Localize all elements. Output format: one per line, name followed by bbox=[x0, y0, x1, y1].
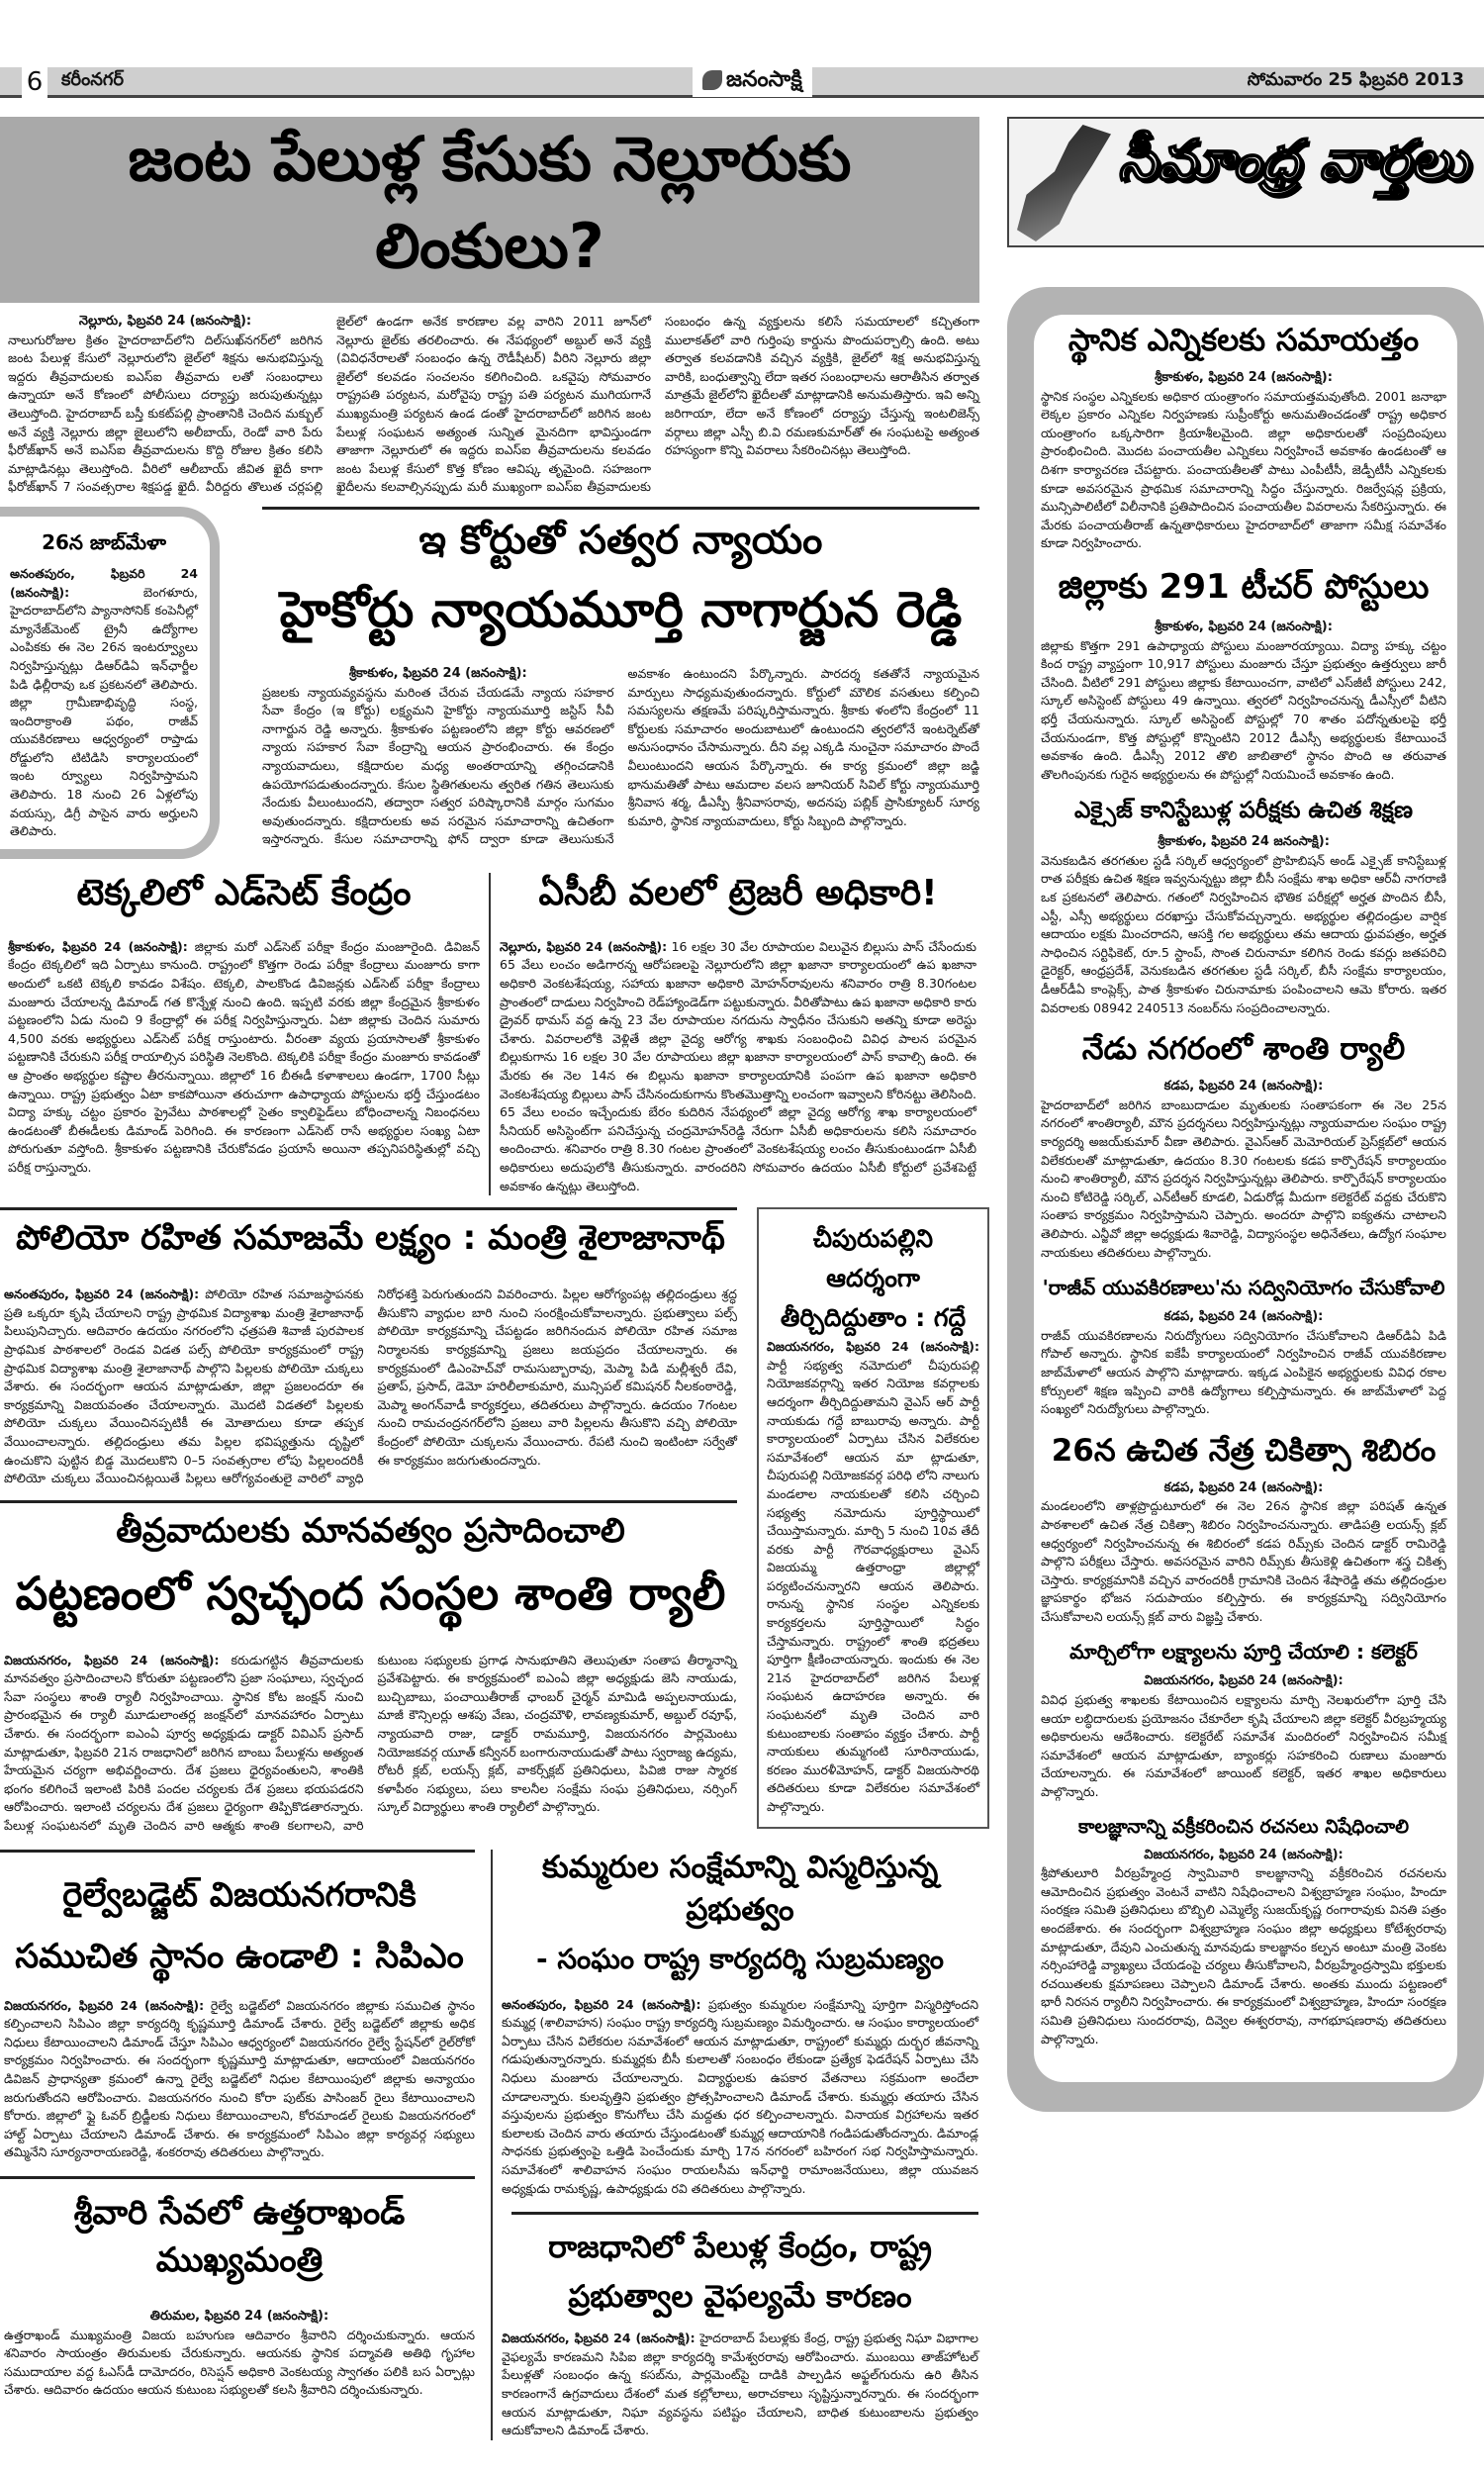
dateline: నెల్లూరు, ఫిబ్రవరి 24 (జనంసాక్షి): bbox=[78, 314, 252, 329]
dateline: విజయనగరం, ఫిబ్రవరి 24 (జనంసాక్షి): bbox=[1144, 1847, 1344, 1862]
dateline: నెల్లూరు, ఫిబ్రవరి 24 (జనంసాక్షి): bbox=[500, 938, 668, 954]
jobmela-box bbox=[0, 507, 220, 859]
teacher-posts-article bbox=[1041, 567, 1446, 784]
dateline: కడప, ఫిబ్రవరి 24 (జనంసాక్షి): bbox=[1163, 1309, 1324, 1325]
section-banner bbox=[1007, 117, 1484, 247]
article-body: కరుడుగట్టిన తీవ్రవాదులకు మానవత్వం ప్రసాదించాలని కోరుతూ పట్టణంలోని ప్రజా సంఘాలు, స్వచ్ఛంద సేవా సంస్థలు శాంతి ర్యాలీ నిర్వహించాయి. స్థానిక కోట జంక్షన్ నుంచి ప్రారంభమైన ఈ ర్యాలీ మూడులాంతర్ల జంక్షన్‌లో మానవహారం ఏర్పాటు చేశారు. ఈ సందర్భంగా ఐఎంఏ పూర్వ అధ్యక్షుడు డాక్టర్ వివిఎస్ ప్రసాద్ మాట్లాడుతూ, ఫిబ్రవరి 21న రాజధానిలో జరిగిన బాంబు పేలుళ్లను అత్యంత హేయమైన చర్యగా అభివర్ణించారు. దేశ ప్రజలు ధైర్యవంతులని, శాంతికి భంగం కలిగించే ఇలాంటి పిరికి పందల చర్యలకు దేశ ప్రజలు భయపడరని ఆరోపించారు. ఇలాంటి చర్యలను దేశ ప్రజలు ధైర్యంగా తిప్పికొడతారన్నారు. పేలుళ్ల సంఘటనలో మృతి చెందిన వారి ఆత్మకు శాంతి కలగాలని, వారి కుటుంబ సభ్యులకు ప్రగాఢ సానుభూతిని తెలుపుతూ సంతాప తీర్మానాన్ని ప్రవేశపెట్టారు. ఈ కార్యక్రమంలో ఐఎంఏ జిల్లా అధ్యక్షుడు జెసి నాయుడు, బుచ్చిబాబు, పంచాయితీరాజ్ ఛాంబర్ చైర్మన్ మామిడి అప్పలనాయుడు, మాజీ కౌన్సిలర్లు ఆశపు వేణు, చంద్రమౌళి, లావణ్యకుమార్, అబ్దుల్ రవూఫ్, న్యాయవాది రాజు, డాక్టర్ రామమూర్తి, విజయనగరం పార్లమెంటు నియోజకవర్గ యూత్ కన్వీనర్ బంగారునాయుడుతో పాటు స్వరాజ్య ఉద్యమ, రోటరీ క్లబ్, లయన్స్ క్లబ్, వాకర్స్‌క్లబ్ ప్రతినిధులు, పివిజి రాజు స్మారక కళాపీఠం సభ్యులు, పలు కాలనీల సంక్షేమ సంఘ ప్రతినిధులు, నర్సింగ్ స్కూల్ విద్యార్థులు శాంతి ర్యాలీలో పాల్గొన్నారు. bbox=[4, 1652, 737, 1834]
headline: చీపురుపల్లిని ఆదర్శంగా తీర్చిదిద్దుతాం : గద్దే bbox=[780, 1224, 967, 1333]
cheepurupalli-box bbox=[757, 1207, 989, 1828]
article-body: వివిధ ప్రభుత్వ శాఖలకు కేటాయించిన లక్ష్యాలను మార్చి నెలఖరులోగా పూర్తి చేసి ఆయా లబ్ధిదారులకు ప్రయోజనం చేకూరేలా కృషి చేయాలని జిల్లా కలెక్టర్ వీరబ్రహ్మయ్య అధికారులను ఆదేశించారు. కలెక్టరేట్ సమావేశ మందిరంలో నిర్వహించిన సమీక్ష సమావేశంలో ఆయన మాట్లాడుతూ, బ్యాంకర్లు సహకరించి రుణాలు మంజూరు చేయాలన్నారు. ఈ సమావేశంలో జాయింట్ కలెక్టర్, ఇతర శాఖల అధికారులు పాల్గొన్నారు. bbox=[1041, 1692, 1446, 1800]
regional-news-frame bbox=[1007, 287, 1484, 2112]
headline: ఏసీబీ వలలో ట్రెజరీ అధికారి! bbox=[538, 872, 938, 913]
subheadline: - సంఘం రాష్ట్ర కార్యదర్శి సుబ్రమణ్యం bbox=[535, 1942, 944, 1975]
article-body: జిల్లాకు మరో ఎడ్‌సెట్ పరీక్షా కేంద్రం మంజూరైంది. డివిజన్ కేంద్రం టెక్కలిలో ఇది ఏర్పాటు కానుంది. రాష్ట్రంలో కొత్తగా రెండు పరీక్షా కేంద్రాలు మంజూరు కాగా అందులో ఒకటి టెక్కలి కావడం విశేషం. టెక్కలి, పాలకొండ డివిజన్లకు ఎడ్‌సెట్ పరీక్షా కేంద్రాలు మంజూరు చేయాలన్న డిమాండ్ గత కొన్నేళ్ల నుంచి ఉంది. ఇప్పటి వరకు జిల్లా కేంద్రమైన శ్రీకాకుళం పట్టణంలోని ఏడు నుంచి 9 కేంద్రాల్లో ఈ పరీక్ష నిర్వహిస్తున్నారు. ఏటా జిల్లాకు చెందిన సుమారు 4,500 వరకు అభ్యర్థులు ఎడ్‌సెట్ పరీక్ష రాస్తుంటారు. వీరంతా వ్యయ ప్రయాసాలతో శ్రీకాకుళం పట్టణానికి చేరుకుని పరీక్ష రాయాల్సిన పరిస్థితి నెలకొంది. టెక్కలికి పరీక్షా కేంద్రం మంజూరు కావడంతో ఆ ప్రాంతం అభ్యర్థుల కష్టాల తీరనున్నాయి. జిల్లాలో 16 బీఈడీ కళాశాలలు ఉండగా, 1700 సీట్లు ఉన్నాయి. రాష్ట్ర ప్రభుత్వం ఏటా కాకపోయినా తరుచూగా ఉపాధ్యాయ పోస్టులను భర్తీ చేస్తుండటం విద్యా హక్కు చట్టం ప్రకారం ప్రైవేటు పాఠశాలల్లో సైతం క్వాలిఫైడ్‌లు బోధించాలన్న నిబంధనలు ఉండటంతో బీఈడీలకు డిమాండ్ పెరిగింది. ఈ కారణంగా ఎడ్‌సెట్ రాసే అభ్యర్థుల సంఖ్య ఏటా పోరుగుతూ వస్తోంది. శ్రీకాకుళం పట్టణానికి చేరుకోవడం ప్రయాసే అయినా తప్పనిపరిస్థితుల్లో వచ్చి పరీక్ష రాస్తున్నారు. bbox=[8, 938, 480, 1175]
headline: 26న జాబ్‌మేళా bbox=[42, 529, 166, 554]
divider bbox=[262, 507, 979, 510]
dateline: విజయనగరం, ఫిబ్రవరి 24 (జనంసాక్షి): bbox=[502, 2331, 696, 2346]
lead-article bbox=[8, 313, 979, 497]
dateline: అనంతపురం, ఫిబ్రవరి 24 (జనంసాక్షి): bbox=[10, 565, 198, 600]
masthead-logo bbox=[693, 63, 812, 97]
article-body: పోలియో రహిత సమాజస్థాపనకు ప్రతి ఒక్కరూ కృషి చేయాలని రాష్ట్ర ప్రాథమిక విద్యాశాఖ మంత్రి శైలాజానాథ్ పిలుపునిచ్చారు. ఆదివారం ఉదయం నగరంలోని ఛత్రపతి శివాజీ పురపాలక ప్రాథమిక పాఠశాలలో రెండవ విడత పల్స్ పోలియో కార్యక్రమంలో రాష్ట్ర ప్రాథమిక విద్యాశాఖ మంత్రి శైలాజానాథ్ పాల్గొని పిల్లలకు పోలియో చుక్కలు వేశారు. ఈ సందర్భంగా ఆయన మాట్లాడుతూ, జిల్లా ప్రజలందరూ ఈ కార్యక్రమాన్ని విజయవంతం చేయాలన్నారు. మొదటి విడతలో పిల్లలకు పోలియో చుక్కలు వేయించినప్పటికీ ఈ మోతాదులు కూడా తప్పక వేయించాలన్నారు. తల్లిదండ్రులు తమ పిల్లల భవిష్యత్తును దృష్టిలో ఉంచుకొని పుట్టిన బిడ్డ మొదలుకొని 0–5 సంవత్సరాల లోపు పిల్లలందరికీ పోలియో చుక్కలు వేయించినట్లయితే పిల్లలు ఆరోగ్యవంతులై వారిలో వ్యాధి నిరోధశక్తి పెరుగుతుందని వివరించారు. పిల్లల ఆరోగ్యంపట్ల తల్లిదండ్రులు శ్రద్ధ తీసుకొని వ్యాధుల బారి నుంచి సంరక్షించుకోవాలన్నారు. ప్రభుత్వాలు పల్స్ పోలియో కార్యక్రమాన్ని చేపట్టడం జరిగినందున పోలియో రహిత సమాజ నిర్మాలనకు కార్యక్రమాన్ని ప్రజలు జయప్రదం చేయాలన్నారు. ఈ కార్యక్రమంలో డిఎంహెచ్‌వో రామసుబ్బారావు, మెప్మా పిడి మల్లీశ్వరీ దేవి, ప్రతాప్, ప్రసాద్, డెమో హరిలీలాకుమారి, మున్సిపల్ కమిషనర్ నీలకంఠారెడ్డి, మెప్మా అంగన్‌వాడీ కార్యకర్తలు, తదితరులు పాల్గొన్నారు. ఉదయం 7గంటల నుంచి రామచంద్రనగర్‌లోని ప్రజలు వారి పిల్లలను తీసుకొని వచ్చి పోలియో కేంద్రంలో పోలియో చుక్కలను వేయించారు. రేపటి నుంచి ఇంటింటా సర్వేతో ఈ కార్యక్రమం జరుగుతుందన్నారు. bbox=[4, 1286, 737, 1486]
excise-article bbox=[1041, 798, 1446, 1017]
headline: రైల్వేబడ్జెట్ విజయనగరానికి సముచిత స్థానం ఉండాలి : సిపిఎం bbox=[15, 1874, 464, 1976]
divider bbox=[0, 1500, 737, 1503]
headline: జిల్లాకు 291 టీచర్ పోస్టులు bbox=[1058, 566, 1430, 607]
article-body: రైల్వే బడ్జెట్‌లో విజయనగరం జిల్లాకు సముచిత స్థానం కల్పించాలని సిపిఎం జిల్లా కార్యదర్శి కృష్ణమూర్తి డిమాండ్ చేశారు. రైల్వే బడ్జెట్‌లో జిల్లాకు అధిక నిధులు కేటాయించాలని డిమాండ్ చేస్తూ సిపిఎం ఆధ్వర్యంలో విజయనగరం రైల్వే స్టేషన్‌లో రైల్‌రోకో కార్యక్రమం నిర్వహించారు. ఈ సందర్భంగా కృష్ణమూర్తి మాట్లాడుతూ, ఆదాయంలో విజయనగరం డివిజన్ ప్రాధాన్యతా క్రమంలో ఉన్నా రైల్వే బడ్జెట్‌లో నిధుల కేటాయింపులో జిల్లాకు అన్యాయం జరుగుతోందని ఆరోపించారు. విజయనగరం నుంచి కోరా పుట్‌కు పాసింజర్ రైలు కేటాయించాలని కోరారు. జిల్లాలో ఫ్లై ఓవర్ బ్రిడ్జీలకు నిధులు కేటాయించాలని, కోరమాండల్ రైలుకు విజయనగరంలో హాల్ట్ ఏర్పాటు చేయాలని డిమాండ్ చేశారు. ఈ కార్యక్రమంలో సిపిఎం జిల్లా కార్యవర్గ సభ్యులు తమ్మినేని సూర్యనారాయణరెడ్డి, శంకరరావు తదితరులు పాల్గొన్నారు. bbox=[4, 1997, 475, 2160]
headline: కాలజ్ఞానాన్ని వక్రీకరించిన రచనలు నిషేధించాలి bbox=[1077, 1815, 1410, 1838]
divider bbox=[0, 1207, 737, 1210]
article-body: హైదరాబాద్‌లో జరిగిన బాంబుదాడుల మృతులకు సంతాపకంగా ఈ నెల 25న నగరంలో శాంతిర్యాలీ, మౌన ప్రదర్శనలు నిర్వహిస్తున్నట్లు న్యాయవాదుల సంఘం రాష్ట్ర కార్యదర్శి అజయ్‌కుమార్ వీణా తెలిపారు. వైఎస్‌ఆర్ మెమోరియల్ ప్రెస్‌క్లబ్‌లో ఆయన విలేకరులతో మాట్లాడుతూ, ఉదయం 8.30 గంటలకు కడప కార్పొరేషన్ కార్యాలయం నుంచి శాంతిర్యాలీ, మౌన ప్రదర్శన నిర్వహిస్తున్నట్లు తెలిపారు. కార్పొరేషన్ కార్యాలయం నుంచి కోటిరెడ్డి సర్కిల్, ఎన్‌టీఆర్ కూడలి, ఏడురోడ్ల మీదుగా కలెక్టరేట్ వద్దకు చేరుకొని సంతాప కార్యక్రమం నిర్వహిస్తామని చెప్పారు. అందరూ పాల్గొని ఐక్యతను చాటాలని తెలిపారు. ఎన్జీవో జిల్లా అధ్యక్షుడు శివారెడ్డి, విద్యాసంస్థల అధినేతలు, ఉద్యోగ సంఘాల నాయకులు తదితరులు పాల్గొన్నారు. bbox=[1041, 1096, 1446, 1260]
headline: 26న ఉచిత నేత్ర చికిత్సా శిబిరం bbox=[1051, 1432, 1437, 1469]
state-map-icon bbox=[1017, 125, 1111, 241]
edition-name: కరీంనగర్ bbox=[61, 69, 124, 90]
dateline: విజయనగరం, ఫిబ్రవరి 24 (జనంసాక్షి): bbox=[4, 1652, 220, 1667]
headline: 'రాజీవ్ యువకిరణాలు'ను సద్వినియోగం చేసుకోవాలి bbox=[1042, 1276, 1445, 1300]
kalagnanam-article bbox=[1041, 1816, 1446, 2049]
column-divider bbox=[489, 873, 491, 1195]
eye-camp-article bbox=[1041, 1433, 1446, 1627]
headline: స్థానిక ఎన్నికలకు సమాయత్తం bbox=[1067, 323, 1420, 358]
sthanika-article bbox=[1041, 323, 1446, 553]
article-body: ప్రజలకు న్యాయవ్యవస్థను మరింత చేరువ చేయడమే న్యాయ సహకార సేవా కేంద్రం (ఇ కోర్టు) లక్ష్యమని హైకోర్టు న్యాయమూర్తి జస్టిస్ సీవీ నాగార్జున రెడ్డి అన్నారు. శ్రీకాకుళం పట్టణంలోని జిల్లా కోర్టు ఆవరణలో న్యాయ సహకార సేవా కేంద్రాన్ని ఆయన ప్రారంభించారు. ఈ కేంద్రం న్యాయవాదులు, కక్షిదారుల మధ్య అంతరాయాన్ని తగ్గించడానికి ఉపయోగపడుతుందన్నారు. కేసుల స్థితిగతులను త్వరిత గతిన తెలుసుకు నేందుకు వీలుంటుందని, తద్వారా సత్వర పరిష్కారానికి మార్గం సుగమం అవుతుందన్నారు. కక్షిదారులకు అవ సరమైన సమాచారాన్ని ఉచితంగా ఇస్తారన్నారు. కేసుల సమాచారాన్ని ఫోన్ ద్వారా కూడా తెలుసుకునే అవకాశం ఉంటుందని పేర్కొన్నారు. పారదర్శ కతతోనే న్యాయమైన మార్పులు సాధ్యమవుతుందన్నారు. కోర్టులో మౌలిక వసతులు కల్పించి సమస్యలను తక్షణమే పరిష్కరిస్తామన్నారు. శ్రీకాకు ళంలోని కేంద్రంలో 11 కోర్టులకు సమాచారం అందుబాటులో ఉంటుందని త్వరలోనే ఇంటర్నెట్‌తో అనుసంధానం చేసామన్నారు. దీని వల్ల ఎక్కడి నుంచైనా సమాచారం పొందే వీలుంటుందని ఆయన పేర్కొన్నారు. ఈ కార్య క్రమంలో జిల్లా జడ్జి భానుమతితో పాటు ఆమదాల వలస జూనియర్ సివిల్ కోర్టు న్యాయమూర్తి శ్రీనివాస శర్మ, డీఎస్పీ శ్రీనివాసరావు, అదనపు పబ్లిక్ ప్రాసిక్యూటర్ సూర్య కుమారి, స్థానిక న్యాయవాదులు, కోర్టు సిబ్బంది పాల్గొన్నారు. bbox=[262, 665, 979, 847]
headline: శ్రీవారి సేవలో ఉత్తరాఖండ్ ముఖ్యమంత్రి bbox=[73, 2192, 406, 2280]
article-body: పార్టీ సభ్యత్వ నమోదులో చీపురుపల్లి నియోజకవర్గాన్ని ఇతర నియోజ కవర్గాలకు ఆదర్శంగా తీర్చిదిద్దుతామని వైఎస్ ఆర్ పార్టీ నాయకుడు గద్దే బాబురావు అన్నారు. పార్టీ కార్యాలయంలో ఏర్పాటు చేసిన విలేకరుల సమావేశంలో ఆయన మా ట్లాడుతూ, చీపురుపల్లి నియోజకవర్గ పరిధి లోని నాలుగు మండలాల నాయకులతో కలిసి చర్చించి సభ్యత్వ నమోదును పూర్తిస్థాయిలో చేయిస్తామన్నారు. మార్చి 5 నుంచి 10వ తేదీ వరకు పార్టీ గౌరవాధ్యక్షురాలు వైఎస్ విజయమ్మ ఉత్తరాంధ్రా జిల్లాల్లో పర్యటించనున్నారని ఆయన తెలిపారు. రానున్న స్థానిక సంస్థల ఎన్నికలకు కార్యకర్తలను పూర్తిస్థాయిలో సిద్ధం చేస్తామన్నారు. రాష్ట్రంలో శాంతి భద్రతలు పూర్తిగా క్షీణించాయన్నారు. ఇందుకు ఈ నెల 21న హైదరాబాద్‌లో జరిగిన పేలుళ్ల సంఘటన ఉదాహరణ అన్నారు. ఈ సంఘటనలో మృతి చెందిన వారి కుటుంబాలకు సంతాపం వ్యక్తం చేశారు. పార్టీ నాయకులు తుమ్మగంటి సూరినాయుడు, కరణం మురళీమోహన్, డాక్టర్ విజయసారథి తదితరులు కూడా విలేకరుల సమావేశంలో పాల్గొన్నారు. bbox=[767, 1357, 979, 1814]
headline: ఎక్సైజ్ కానిస్టేబుళ్ల పరీక్షకు ఉచిత శిక్షణ bbox=[1074, 798, 1413, 824]
shanti-rally-article bbox=[4, 1511, 737, 1836]
dateline: శ్రీకాకుళం, ఫిబ్రవరి 24 (జనంసాక్షి): bbox=[1155, 618, 1333, 634]
divider bbox=[0, 1850, 475, 1853]
issue-date: సోమవారం 25 ఫిబ్రవరి 2013 bbox=[1247, 69, 1464, 90]
dateline: అనంతపురం, ఫిబ్రవరి 24 (జనంసాక్షి): bbox=[4, 1286, 200, 1302]
section-banner-title: సీమాంధ్ర వార్తలు bbox=[1118, 129, 1469, 193]
headline: కుమ్మరుల సంక్షేమాన్ని విస్మరిస్తున్న ప్రభుత్వం bbox=[541, 1849, 939, 1928]
headline: పట్టణంలో స్వచ్ఛంద సంస్థల శాంతి ర్యాలీ bbox=[15, 1566, 726, 1620]
dateline: శ్రీకాకుళం, ఫిబ్రవరి 24 జనంసాక్షి): bbox=[1158, 834, 1330, 850]
headline: టెక్కలిలో ఎడ్‌సెట్ కేంద్రం bbox=[76, 872, 412, 913]
headline: హైకోర్టు న్యాయమూర్తి నాగార్జున రెడ్డి bbox=[279, 580, 963, 638]
regional-news-panel bbox=[1034, 315, 1457, 2082]
article-body: ఉత్తరాఖండ్ ముఖ్యమంత్రి విజయ బహుగుణ ఆదివారం శ్రీవారిని దర్శించుకున్నారు. ఆయన శనివారం సాయంత్రం తిరుమలకు చేరుకున్నారు. ఆయనకు స్థానిక పద్మావతి అతిథి గృహాల సముదాయాల వద్ద ఓఎస్‌డీ దామోదరం, రిసెప్షన్ అధికారి వెంకటయ్య స్వాగతం పలికి బస ఏర్పాట్లు చేశారు. ఆదివారం ఉదయం ఆయన కుటుంబ సభ్యులతో కలసి శ్రీవారిని దర్శించుకున్నారు. bbox=[4, 2327, 475, 2398]
dateline: శ్రీకాకుళం, ఫిబ్రవరి 24 (జనంసాక్షి): bbox=[8, 938, 188, 954]
article-body: మండలంలోని తాళ్లప్రొద్దుటూరులో ఈ నెల 26న స్థానిక జిల్లా పరిషత్ ఉన్నత పాఠశాలలో ఉచిత నేత్ర చికిత్సా శిబిరం నిర్వహించనున్నారు. తాడిపత్రి లయన్స్ క్లబ్ ఆధ్వర్యంలో నిర్వహించనున్న ఈ శిబిరంలో కడప రిమ్స్‌కు చెందిన డాక్టర్ రామిరెడ్డి పాల్గొని పరీక్షలు చేస్తారు. అవసరమైన వారిని రిమ్స్‌కు తీసుకెళ్లి ఉచితంగా శస్త్ర చికిత్స చెస్తారు. కార్యక్రమానికి వచ్చిన వారందరికీ గ్రామానికి చెందిన శేషారెడ్డి తమ తల్లిదండ్రుల జ్ఞాపకార్థం భోజన సదుపాయం కల్పిస్తారు. ఈ కార్యక్రమాన్ని సద్వినియోగం చేసుకోవాలని లయన్స్ క్లబ్ వారు విజ్ఞప్తి చేశారు. bbox=[1041, 1498, 1446, 1624]
dateline: విజయనగరం, ఫిబ్రవరి 24 (జనంసాక్షి): bbox=[1144, 1673, 1344, 1689]
tekkali-article bbox=[8, 873, 480, 1178]
headline: మార్చిలోగా లక్ష్యాలను పూర్తి చేయాలి : కలెక్టర్ bbox=[1069, 1640, 1418, 1665]
divider bbox=[0, 2176, 475, 2179]
headline: పోలియో రహిత సమాజమే లక్ష్యం : మంత్రి శైలాజానాథ్ bbox=[16, 1218, 725, 1259]
article-body: స్థానిక సంస్థల ఎన్నికలకు అధికార యంత్రాంగం సమాయత్తమవుతోంది. 2001 జనాభా లెక్కల ప్రకారం ఎన్నికల నిర్వహణకు సుప్రీంకోర్టు అనుమతించడంతో రాష్ట్ర అధికార యంత్రాంగం ఒక్కసారిగా క్రియాశీలమైంది. జిల్లా అధికారులతో సంప్రదింపులు ప్రారంభించింది. మొదట పంచాయతీల ఎన్నికలు నిర్వహించే అవకాశం ఉండటంతో ఆ దిశగా కార్యాచరణ చేపట్టారు. పంచాయతీలతో పాటు ఎంపీటీసీ, జెడ్పీటీసీ ఎన్నికలకు కూడా అవసరమైన ప్రాథమిక సమాచారాన్ని సిద్ధం చేస్తున్నారు. రిజర్వేషన్ల ప్రక్రియ, మున్సిపాలిటీలో విలీనానికి ప్రతిపాదించిన పంచాయతీల వివరాలను సేకరిస్తున్నారు. ఈ మేరకు పంచాయతీరాజ్ ఉన్నతాధికారులు హైదరాబాద్‌లో తాజాగా సమీక్ష సమావేశం కూడా నిర్వహించారు. bbox=[1041, 388, 1446, 551]
article-body: హైదరాబాద్ పేలుళ్లకు కేంద్ర, రాష్ట్ర ప్రభుత్వ నిఘా విభాగాల వైఫల్యమే కారణమని సిపిఐ జిల్లా కార్యదర్శి కామేశ్వరరావు ఆరోపించారు. ముంబయి తాజ్‌హోటల్ పేలుళ్లతో సంబంధం ఉన్న కసబ్‌ను, పార్లమెంట్‌పై దాడికి పాల్పడిన అఫ్జల్‌గురును ఉరి తీసిన కారణంగానే ఉగ్రవాదులు దేశంలో మత కల్లోలాలు, అరాచకాలు సృష్టిస్తున్నారన్నారు. ఈ సందర్భంగా ఆయన మాట్లాడుతూ, నిఘా వ్యవస్థను పటిష్టం చేయాలని, బాధిత కుటుంబాలను ప్రభుత్వం ఆదుకోవాలని డిమాండ్ చేశారు. bbox=[502, 2331, 978, 2438]
dateline: అనంతపురం, ఫిబ్రవరి 24 (జనంసాక్షి): bbox=[502, 1996, 701, 2012]
article-body: శ్రీపోతులూరి వీరబ్రహ్మేంద్ర స్వామివారి కాలజ్ఞానాన్ని వక్రీకరించిన రచనలను ఆమోదించిన ప్రభుత్వం వెంటనే వాటిని నిషేధించాలని విశ్వబ్రాహ్మణ సంఘం, హిందూ సంరక్షణ సమితి ప్రతినిధులు బొబ్బిలి ఎమ్మెల్యే సుజయ్‌కృష్ణ రంగారావుకు వినతి పత్రం అందజేశారు. ఈ సందర్భంగా విశ్వబ్రాహ్మణ సంఘం జిల్లా అధ్యక్షులు కోటేశ్వరరావు మాట్లాడుతూ, దేవుని ఎంచుతున్న మానవుడు కాలజ్ఞానం కల్పన అంటూ మంత్రి వెంకట నర్సింహారెడ్డి వ్యాఖ్యలు చేయడంపై చర్యలు తీసుకోవాలని, వీరబ్రహ్మేంద్రస్వామి భక్తులకు రచయితలకు క్షమాపణలు చెప్పాలని డిమాండ్ చేశారు. అంతకు ముందు పట్టణంలో భారీ నిరసన ర్యాలీని నిర్వహించారు. ఈ కార్యక్రమంలో విశ్వబ్రాహ్మణ, హిందూ సంరక్షణ సమితి ప్రతినిధులు సుందరరావు, దివ్వెల ఈశ్వరరావు, నాగభూషణరావు తదితరులు పాల్గొన్నారు. bbox=[1041, 1865, 1446, 2046]
highcourt-article bbox=[262, 507, 979, 849]
page-number: 6 bbox=[22, 65, 47, 99]
collector-targets-article bbox=[1041, 1640, 1446, 1801]
logo-text: జనంసాక్షి bbox=[726, 67, 802, 92]
article-body: 16 లక్షల 30 వేల రూపాయల విలువైన బిల్లుసు పాస్ చేసేందుకు 65 వేలు లంచం అడిగారన్న ఆరోపణలపై నెల్లూరులోని జిల్లా ఖజానా కార్యాలయంలో ఉప ఖజానా అధికారి వెంకటశేషయ్య, సహాయ ఖజానా అధికారి మోహన్‌రావులను శనివారం రాత్రి 8.30గంటల ప్రాంతంలో దాడులు నిర్వహించి రెడ్‌హ్యాండెడ్‌గా పట్టుకున్నారు. వీరితోపాటు ఉప ఖజానా అధికారి కారు డ్రైవర్ థామస్ వద్ద ఉన్న 23 వేల రూపాయల నగదును స్వాధీనం చేసుకుని అతన్ని కూడా అరెస్టు చేశారు. వివరాలలోకి వెళ్లితే జిల్లా వైద్య ఆరోగ్య శాఖకు సంబంధించి వివిధ పాలన పరమైన బిల్లుకుగాను 16 లక్షల 30 వేల రూపాయలు జిల్లా ఖజానా కార్యాలయంలో పాస్ కావాల్సి ఉంది. ఈ మేరకు ఈ నెల 14న ఈ బిల్లును ఖజానా కార్యాలయానికి పంపగా ఉప ఖజానా అధికారి వెంకటశేషయ్య బిల్లులు పాస్ చేసినందుకుగాను కొంతమొత్తాన్ని లంచంగా ఇవ్వాలని కోరినట్టు తెలిసింది. 65 వేలు లంచం ఇచ్చేందుకు బేరం కుదిరిన నేపథ్యంలో జిల్లా వైద్య ఆరోగ్య శాఖ కార్యాలయంలో సీనియర్ అసిస్టెంట్‌గా పనిచేస్తున్న చంద్రమోహన్‌రెడ్డి నేరుగా ఏసీబీ అధికారులను కలిసి సమాచారం అందించారు. శనివారం రాత్రి 8.30 గంటల ప్రాంతంలో వెంకటశేషయ్య లంచం తీసుకుంటుండగా ఏసీబీ అధికారులు అదుపులోకి తీసుకున్నారు. వారందరిని సోమవారం ఉదయం ఏసీబీ కోర్టులో ప్రవేశపెట్టే అవకాశం ఉన్నట్లు తెలుస్తోంది. bbox=[500, 938, 976, 1193]
logo-icon bbox=[702, 70, 722, 90]
column-divider bbox=[491, 1850, 493, 2440]
headline: రాజధానిలో పేలుళ్ల కేంద్రం, రాష్ట్ర ప్రభుత్వాల వైఫల్యమే కారణం bbox=[548, 2230, 932, 2316]
nedu-shanti-rally-article bbox=[1041, 1031, 1446, 1262]
acb-article bbox=[500, 873, 976, 1195]
rajadhani-article bbox=[502, 2223, 978, 2440]
rajiv-yuvakiranalu-article bbox=[1041, 1276, 1446, 1419]
divider bbox=[511, 2212, 978, 2215]
dateline: కడప, ఫిబ్రవరి 24 (జనంసాక్షి): bbox=[1163, 1079, 1324, 1094]
dateline: కడప, ఫిబ్రవరి 24 (జనంసాక్షి): bbox=[1163, 1479, 1324, 1495]
article-body: ప్రభుత్వం కుమ్మరుల సంక్షేమాన్ని పూర్తిగా విస్మరిస్తోందని కుమ్మర్ల (శాలివాహన) సంఘం రాష్ట్ర కార్యదర్శి సుబ్రమణ్యం విమర్శించారు. ఆ సంఘం కార్యాలయంలో ఏర్పాటు చేసిన విలేకరుల సమావేశంలో ఆయన మాట్లాడుతూ, రాష్ట్రంలో కుమ్మర్లు దుర్భర జీవనాన్ని గడుపుతున్నారన్నారు. కుమ్మర్లకు బీసీ కులాలతో సంబంధం లేకుండా ప్రత్యేక ఫెడరేషన్ ఏర్పాటు చేసి నిధులు మంజూరు చేయాలన్నారు. విద్యార్థులకు ఉపకార వేతనాలు సక్రమంగా అందేలా చూడాలన్నారు. కులవృత్తిని ప్రభుత్వం ప్రోత్సహించాలని డిమాండ్ చేశారు. కుమ్మర్లు తయారు చేసిన వస్తువులను ప్రభుత్వం కొనుగోలు చేసి మద్దతు ధర కల్పించాలన్నారు. వినాయక విగ్రహాలను ఇతర కులాలకు చెందిన వారు తయారు చేస్తుండటంతో కుమ్మర్ల ఆదాయానికి గండిపడుతోందన్నారు. డిమాండ్ల సాధనకు ప్రభుత్వంపై ఒత్తిడి పెంచేందుకు మార్చి 17న నగరంలో బహిరంగ సభ నిర్వహిస్తామన్నారు. సమావేశంలో శాలివాహన సంఘం రాయలసీమ ఇన్‌ఛార్జి రామాంజనేయులు, జిల్లా యువజన అధ్యక్షుడు రామకృష్ణ, ఉపాధ్యక్షుడు రవి తదితరులు పాల్గొన్నారు. bbox=[502, 1996, 978, 2196]
kicker: తీవ్రవాదులకు మానవత్వం ప్రసాదించాలి bbox=[116, 1510, 625, 1551]
headline: నేడు నగరంలో శాంతి ర్యాలీ bbox=[1081, 1031, 1406, 1068]
railway-article bbox=[4, 1864, 475, 2162]
lead-headline: జంట పేలుళ్ల కేసుకు నెల్లూరుకు లింకులు? bbox=[128, 123, 852, 282]
dateline: విజయనగరం, ఫిబ్రవరి 24 (జనంసాక్షి): bbox=[4, 1997, 205, 2013]
article-body: నాలుగురోజుల క్రితం హైదరాబాద్‌లోని దిల్‌సుఖ్‌నగర్‌లో జరిగిన జంట పేలుళ్ల కేసులో నెల్లూరులోని జైల్‌లో శిక్షను అనుభవిస్తున్న ఇద్దరు తీవ్రవాదులకు ఐఎస్‌ఐ తీవ్రవాదు లతో సంబంధాలు ఉన్నాయా అనే కోణంలో పోలీసులు దర్యాప్తు జరుపుతున్నట్లు తెలుస్తోంది. హైదరాబాద్ బస్తీ కుకట్‌పల్లి ప్రాంతానికి చెందిన మక్బుల్ అనే వ్యక్తి నెల్లూరు జిల్లా జైలులోని అలీబాయ్, రెండో వారి పేరు ఫీరోజ్‌ఖాన్ అనే ఐఎస్‌ఐ తీవ్రవాదులను కొద్ది రోజుల క్రితం కలిసి మాట్లాడినట్లు తెలుస్తోంది. వీరిలో ఆలీబాయ్ జీవిత ఖైదీ కాగా ఫీరోజ్‌ఖాన్ 7 సంవత్సరాల శిక్షపడ్డ ఖైదీ. వీరిద్దరు తొలుత చర్లపల్లి జైల్‌లో ఉండగా అనేక కారణాల వల్ల వారిని 2011 జూన్‌లో నెల్లూరు జైల్‌కు తరలించారు. ఈ నేపథ్యంలో అబ్దుల్ అనే వ్యక్తి (వివిధనేరాలతో సంబంధం ఉన్న రౌడీషీటర్) వీరిని నెల్లూరు జిల్లా జైల్‌లో కలవడం సంచలనం కలిగించింది. ఒకవైపు సోమవారం రాష్ట్రపతి పర్యటన, మరోవైపు రాష్ట్ర పతి పర్యటన ముగియగానే ముఖ్యమంత్రి పర్యటన ఉండ డంతో హైదరాబాద్‌లో జరిగిన జంట పేలుళ్ల సంఘటన అత్యంత సున్నిత మైనదిగా భావిస్తుండగా తాజాగా నెల్లూరులో ఈ ఇద్దరు ఐఎస్‌ఐ తీవ్రవాదులను కలవడం జంట పేలుళ్ల కేసులో కొత్త కోణం ఆవిష్క తృమైంది. సహజంగా ఖైదీలను కలవాల్సినప్పుడు మరీ ముఖ్యంగా ఐఎస్‌ఐ తీవ్రవాదులకు సంబంధం ఉన్న వ్యక్తులను కలిసే సమయాలలో కచ్చితంగా ములాకత్‌లో వారి గుర్తింపు కార్డును పొందుపర్చాల్సి ఉంది. అటు తర్వాత కలవడానికి వచ్చిన వ్యక్తికి, జైల్‌లో శిక్ష అనుభవిస్తున్న వారికి, బంధుత్వాన్ని లేదా ఇతర సంబంధాలను ఆరాతీసిన తర్వాత మాత్రమే జైల్‌లోని ఖైదీలతో మాట్లాడానికి అనుమతిస్తారు. ఇవి అన్ని జరిగాయా, లేదా అనే కోణంలో దర్యాప్తు చేస్తున్న ఇంటలిజెన్స్ వర్గాలు జిల్లా ఎస్పీ బి.వి రమణకుమార్‌తో ఈ సంఘటపై అత్యంత రహస్యంగా కొన్ని వివరాలు సేకరించినట్లు తెలుస్తోంది. bbox=[8, 314, 979, 495]
dateline: తిరుమల, ఫిబ్రవరి 24 (జనంసాక్షి): bbox=[149, 2308, 329, 2324]
lead-headline-box bbox=[0, 117, 979, 303]
article-body: జిల్లాకు కొత్తగా 291 ఉపాధ్యాయ పోస్టులు మంజూరయ్యాయి. విద్యా హక్కు చట్టం కింద రాష్ట్ర వ్యాప్తంగా 10,917 పోస్టులు మంజూరు చేస్తూ ప్రభుత్వం ఉత్తర్వులు జారీ చేసింది. వీటిలో 291 పోస్టులు జిల్లాకు కేటాయించగా, వాటిలో ఎస్‌జీటీ పోస్టులు 242, స్కూల్ అసిస్టెంట్ పోస్టులు 49 ఉన్నాయి. త్వరలో నిర్వహించనున్న డీఎస్సీలో వీటిని భర్తీ చేయనున్నారు. స్కూల్ అసిస్టెంట్ పోస్టుల్లో 70 శాతం పదోన్నతులపై భర్తీ చేయనుండగా, కొత్త పోస్టుల్లో కొన్నింటిని 2012 డీఎస్సీ అభ్యర్థులకు కేటాయించే అవకాశం ఉంది. డీఎస్సీ 2012 తొలి జాబితాలో స్థానం పొంది ఆ తరువాత తొలగింపునకు గురైన అభ్యర్థులను ఈ పోస్టుల్లో నియమించే అవకాశం ఉంది. bbox=[1041, 637, 1446, 782]
dateline: విజయనగరం, ఫిబ్రవరి 24 (జనంసాక్షి): bbox=[767, 1339, 979, 1355]
article-body: వెనుకబడిన తరగతుల స్టడీ సర్కిల్ ఆధ్వర్యంలో ప్రొహిబిషన్ అండ్ ఎక్సైజ్ కానిస్టేబుళ్ల రాత పరీక్షకు ఉచిత శిక్షణ ఇవ్వనున్నట్టు జిల్లా బీసీ సంక్షేమ శాఖ అధికా ఆర్‌వీ నాగరాణి ఒక ప్రకటనలో తెలిపారు. గతంలో నిర్వహించిన భౌతిక పరీక్షల్లో అర్హత పొందిన బీసీ, ఎస్టీ, ఎస్సీ అభ్యర్థులు దరఖాస్తు చేసుకోవచ్చున్నారు. అభ్యర్థుల తల్లిదండ్రుల వార్షిక ఆదాయం లక్షకు మించరాదని, ఆసక్తి గల అభ్యర్థులు తమ ఆదాయ ధ్రువపత్రం, అర్హత సాధించిన సర్టిఫికెట్, రూ.5 స్టాంప్, సొంత చిరునామా కలిగిన రెండు కవర్లు జతపరిచి డైరెక్టర్, ఆంధ్రప్రదేశ్, వెనుకబడిన తరగతుల స్టడీ సర్కిల్, బీసీ సంక్షేమ కార్యాలయం, డీఆర్‌డీఏ కాంప్లెక్స్, పాత శ్రీకాకుళం చిరునామాకు పంపించాలని ఆమె కోరారు. ఇతర వివరాలకు 08942 240513 నంబర్‌ను సంప్రదించాలన్నారు. bbox=[1041, 852, 1446, 1015]
polio-article bbox=[4, 1218, 737, 1488]
kicker: ఇ కోర్టుతో సత్వర న్యాయం bbox=[418, 517, 823, 563]
article-body: రాజీవ్ యువకిరణాలను నిరుద్యోగులు సద్వినియోగం చేసుకోవాలని డిఆర్‌డిఏ పిడి గోపాల్ అన్నారు. స్థానిక ఐకేపీ కార్యాలయంలో నిర్వహించిన రాజీవ్ యువకిరణాల జాబ్‌మేళాలో ఆయన పాల్గొని మాట్లాడారు. ఇక్కడ ఎంపికైన అభ్యర్థులకు వివిధ రకాల కోర్సులలో శిక్షణ ఇప్పించి వారికి ఉద్యోగాలు కల్పిస్తామన్నారు. ఈ జాబ్‌మేళాలో పెద్ద సంఖ్యలో నిరుద్యోగులు పాల్గొన్నారు. bbox=[1041, 1327, 1446, 1417]
dateline: శ్రీకాకుళం, ఫిబ్రవరి 24 (జనంసాక్షి): bbox=[1155, 370, 1333, 385]
article-body: బెంగళూరు, హైదరాబాద్‌లోని ప్యానాసోనిక్ కంపెనీల్లో మ్యానేజ్‌మెంట్ ట్రైనీ ఉద్యోగాల ఎంపికకు ఈ నెల 26న ఇంటర్వ్యూలు నిర్వహిస్తున్నట్లు డిఆర్‌డిఏ ఇన్‌ఛార్జీల పిడి ఢిల్లీరావు ఒక ప్రకటనలో తెలిపారు. జిల్లా గ్రామీణాభివృద్ధి సంస్థ, ఇందిరాక్రాంతి పథం, రాజీవ్ యువకిరణాలు ఆధ్వర్యంలో రాప్తాడు రోడ్డులోని టిటిడిసి కార్యాలయంలో ఇంట ర్వ్యూలు నిర్వహిస్తామని తెలిపారు. 18 నుంచి 26 ఏళ్లలోపు వయస్సు, డిగ్రీ పాసైన వారు అర్హులని తెలిపారు. bbox=[10, 584, 198, 839]
main-news-area bbox=[0, 117, 989, 2440]
kummarulu-article bbox=[502, 1850, 978, 2199]
srivari-article bbox=[4, 2193, 475, 2400]
dateline: శ్రీకాకుళం, ఫిబ్రవరి 24 (జనంసాక్షి): bbox=[348, 665, 527, 681]
